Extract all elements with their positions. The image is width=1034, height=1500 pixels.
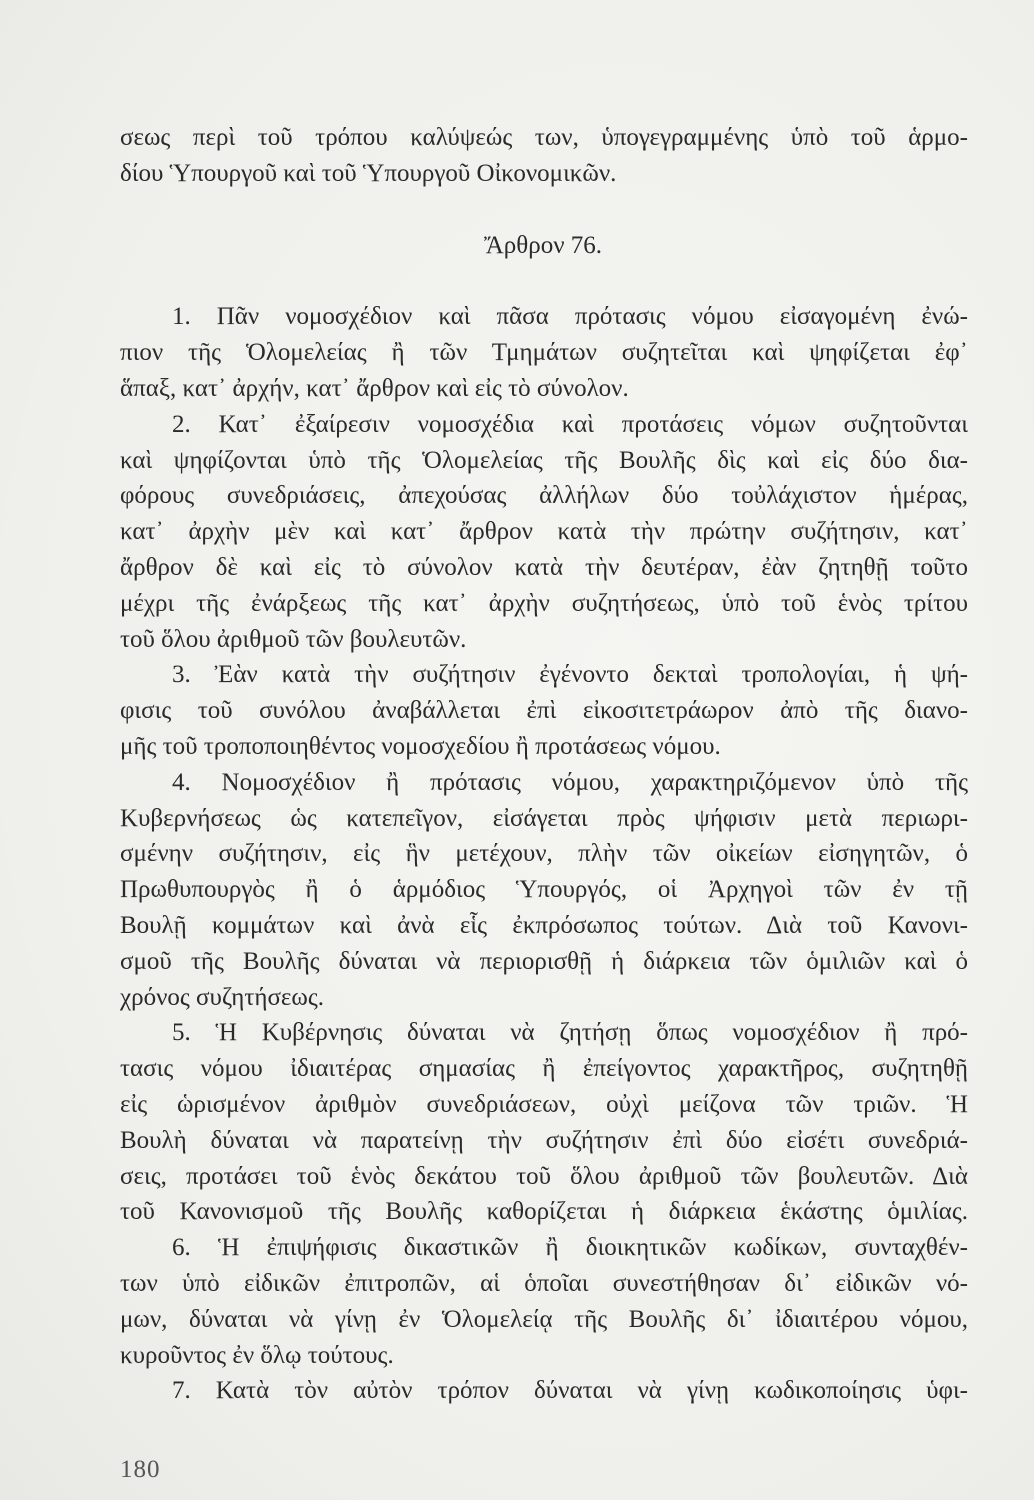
text-line: των ὑπὸ εἰδικῶν ἐπιτροπῶν, αἱ ὁποῖαι συνεστήθησαν δι᾽ εἰδικῶν νό-	[120, 1269, 968, 1297]
text-line: τοῦ ὅλου ἀριθμοῦ τῶν βουλευτῶν.	[120, 625, 467, 653]
article-heading: Ἄρθρον 76.	[484, 231, 603, 259]
text-line: μῆς τοῦ τροποποιηθέντος νομοσχεδίου ἢ προτάσεως νόμου.	[120, 732, 721, 760]
text-line: πιον τῆς Ὁλομελείας ἢ τῶν Τμημάτων συζητεῖται καὶ ψηφίζεται ἐφ᾽	[120, 339, 968, 367]
text-line: Βουλὴ δύναται νὰ παρατείνῃ τὴν συζήτησιν ἐπὶ δύο εἰσέτι συνεδριά-	[120, 1126, 968, 1154]
text-line: φισις τοῦ συνόλου ἀναβάλλεται ἐπὶ εἰκοσιτετράωρον ἀπὸ τῆς διανο-	[120, 697, 968, 725]
text-line: καὶ ψηφίζονται ὑπὸ τῆς Ὁλομελείας τῆς Βουλῆς δὶς καὶ εἰς δύο δια-	[120, 446, 968, 474]
paragraph-1-start: 1. Πᾶν νομοσχέδιον καὶ πᾶσα πρότασις νόμου εἰσαγομένη ἐνώ-	[172, 303, 968, 331]
text-line: κυροῦντος ἐν ὅλῳ τούτους.	[120, 1341, 394, 1369]
paragraph-4-start: 4. Νομοσχέδιον ἢ πρότασις νόμου, χαρακτηριζόμενον ὑπὸ τῆς	[172, 768, 968, 796]
text-line: ἄρθρον δὲ καὶ εἰς τὸ σύνολον κατὰ τὴν δευτέραν, ἐὰν ζητηθῇ τοῦτο	[120, 553, 968, 581]
paragraph-2-start: 2. Κατ᾽ ἐξαίρεσιν νομοσχέδια καὶ προτάσεις νόμων συζητοῦνται	[172, 410, 968, 438]
text-line: σμοῦ τῆς Βουλῆς δύναται νὰ περιορισθῇ ἡ διάρκεια τῶν ὁμιλιῶν καὶ ὁ	[120, 947, 968, 975]
text-line: Πρωθυπουργὸς ἢ ὁ ἁρμόδιος Ὑπουργός, οἱ Ἀρχηγοὶ τῶν ἐν τῇ	[120, 876, 968, 904]
text-line: δίου Ὑπουργοῦ καὶ τοῦ Ὑπουργοῦ Οἰκονομικῶν.	[120, 159, 617, 187]
text-line: χρόνος συζητήσεως.	[120, 983, 325, 1011]
paragraph-6-start: 6. Ἡ ἐπιψήφισις δικαστικῶν ἢ διοικητικῶν κωδίκων, συνταχθέν-	[172, 1234, 968, 1262]
paragraph-5-start: 5. Ἡ Κυβέρνησις δύναται νὰ ζητήσῃ ὅπως νομοσχέδιον ἢ πρό-	[172, 1019, 968, 1047]
paragraph-3-start: 3. Ἐὰν κατὰ τὴν συζήτησιν ἐγένοντο δεκταὶ τροπολογίαι, ἡ ψή-	[172, 661, 968, 689]
text-line: Βουλῇ κομμάτων καὶ ἀνὰ εἷς ἐκπρόσωπος τούτων. Διὰ τοῦ Κανονι-	[120, 911, 968, 939]
page-text	[120, 120, 968, 1409]
text-line: σεως περὶ τοῦ τρόπου καλύψεώς των, ὑπογεγραμμένης ὑπὸ τοῦ ἁρμο-	[120, 124, 968, 151]
text-line: μέχρι τῆς ἐνάρξεως τῆς κατ᾽ ἀρχὴν συζητήσεως, ὑπὸ τοῦ ἑνὸς τρίτου	[120, 589, 968, 617]
text-line: σμένην συζήτησιν, εἰς ἣν μετέχουν, πλὴν τῶν οἰκείων εἰσηγητῶν, ὁ	[120, 840, 968, 868]
text-line: κατ᾽ ἀρχὴν μὲν καὶ κατ᾽ ἄρθρον κατὰ τὴν πρώτην συζήτησιν, κατ᾽	[120, 518, 968, 546]
text-line: ἅπαξ, κατ᾽ ἀρχήν, κατ᾽ ἄρθρον καὶ εἰς τὸ σύνολον.	[120, 374, 629, 402]
text-line: μων, δύναται νὰ γίνῃ ἐν Ὁλομελείᾳ τῆς Βουλῆς δι᾽ ἰδιαιτέρου νόμου,	[120, 1305, 968, 1333]
text-line: Κυβερνήσεως ὡς κατεπεῖγον, εἰσάγεται πρὸς ψήφισιν μετὰ περιωρι-	[120, 804, 968, 832]
text-line: σεις, προτάσει τοῦ ἑνὸς δεκάτου τοῦ ὅλου ἀριθμοῦ τῶν βουλευτῶν. Διὰ	[120, 1162, 968, 1190]
text-line: εἰς ὡρισμένον ἀριθμὸν συνεδριάσεων, οὐχὶ μείζονα τῶν τριῶν. Ἡ	[120, 1090, 968, 1118]
text-line: τασις νόμου ἰδιαιτέρας σημασίας ἢ ἐπείγοντος χαρακτῆρος, συζητηθῇ	[120, 1055, 968, 1083]
page-number: 180	[120, 1456, 161, 1483]
text-line: τοῦ Κανονισμοῦ τῆς Βουλῆς καθορίζεται ἡ διάρκεια ἑκάστης ὁμιλίας.	[120, 1198, 968, 1226]
text-line: φόρους συνεδριάσεις, ἀπεχούσας ἀλλήλων δύο τοὐλάχιστον ἡμέρας,	[120, 482, 968, 510]
paragraph-7-start: 7. Κατὰ τὸν αὐτὸν τρόπον δύναται νὰ γίνῃ κωδικοποίησις ὑφι-	[172, 1377, 968, 1405]
